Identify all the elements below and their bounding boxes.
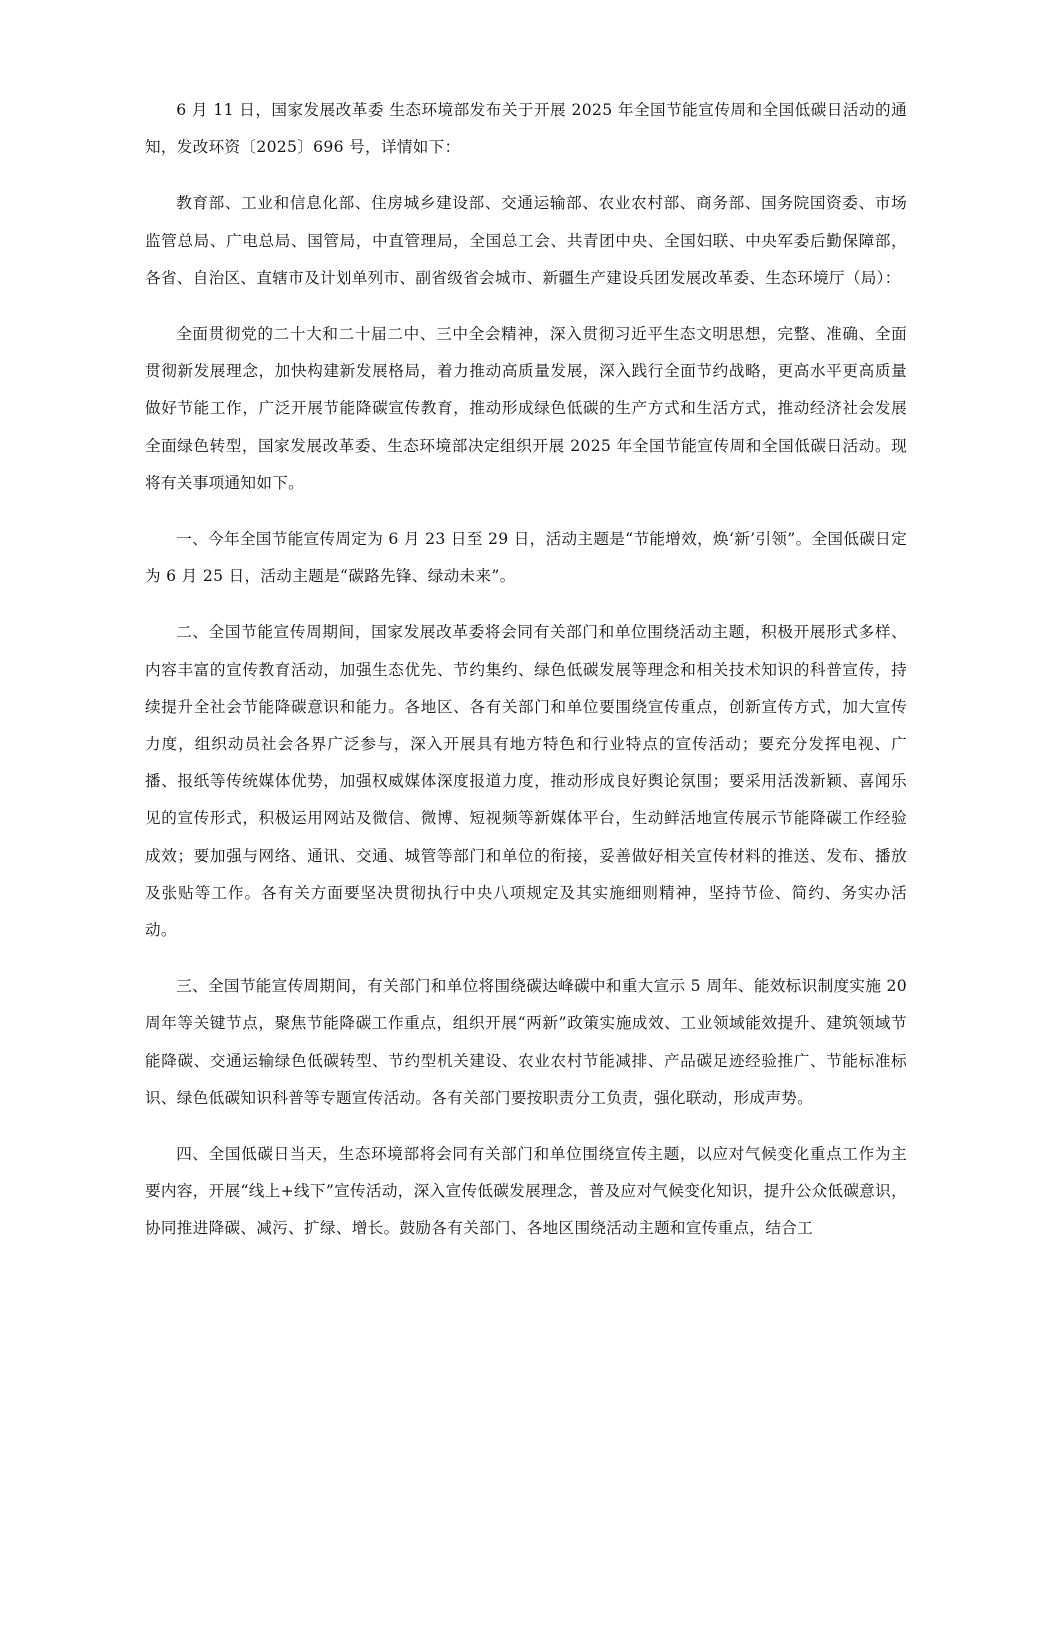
- paragraph-item-4: 四、全国低碳日当天，生态环境部将会同有关部门和单位围绕宣传主题，以应对气候变化重点工作为主要内容，开展“线上+线下”宣传活动，深入宣传低碳发展理念，普及应对气候变化知识，提升公众低碳意识，协同推进降碳、减污、扩绿、增长。鼓励各有关部门、各地区围绕活动主题和宣传重点，结合工: [145, 1145, 907, 1238]
- paragraph-lead: 6 月 11 日，国家发展改革委 生态环境部发布关于开展 2025 年全国节能宣传周和全国低碳日活动的通知，发改环资〔2025〕696 号，详情如下：: [145, 101, 907, 157]
- paragraph-item-2: 二、全国节能宣传周期间，国家发展改革委将会同有关部门和单位围绕活动主题，积极开展形式多样、内容丰富的宣传教育活动，加强生态优先、节约集约、绿色低碳发展等理念和相关技术知识的科普宣传，持续提升全社会节能降碳意识和能力。各地区、各有关部门和单位要围绕宣传重点，创新宣传方式，加大宣传力度，组织动员社会各界广泛参与，深入开展具有地方特色和行业特点的宣传活动；要充分发挥电视、广播、报纸等传统媒体优势，加强权威媒体深度报道力度，推动形成良好舆论氛围；要采用活泼新颖、喜闻乐见的宣传形式，积极运用网站及微信、微博、短视频等新媒体平台，生动鲜活地宣传展示节能降碳工作经验成效；要加强与网络、通讯、交通、城管等部门和单位的衔接，妥善做好相关宣传材料的推送、发布、播放及张贴等工作。各有关方面要坚决贯彻执行中央八项规定及其实施细则精神，坚持节俭、简约、务实办活动。: [145, 623, 907, 940]
- paragraph-item-3: 三、全国节能宣传周期间，有关部门和单位将围绕碳达峰碳中和重大宣示 5 周年、能效标识制度实施 20 周年等关键节点，聚焦节能降碳工作重点，组织开展“两新”政策实施成效、工业领域能效提升、建筑领域节能降碳、交通运输绿色低碳转型、节约型机关建设、农业农村节能减排、产品碳足迹经验推广、节能标准标识、绿色低碳知识科普等专题宣传活动。各有关部门要按职责分工负责，强化联动，形成声势。: [145, 977, 907, 1107]
- paragraph-addressees: 教育部、工业和信息化部、住房城乡建设部、交通运输部、农业农村部、商务部、国务院国资委、市场监管总局、广电总局、国管局，中直管理局，全国总工会、共青团中央、全国妇联、中央军委后勤保障部，各省、自治区、直辖市及计划单列市、副省级省会城市、新疆生产建设兵团发展改革委、生态环境厅（局）：: [145, 194, 907, 287]
- paragraph-item-1: 一、今年全国节能宣传周定为 6 月 23 日至 29 日，活动主题是“节能增效，焕‘新’引领”。全国低碳日定为 6 月 25 日，活动主题是“碳路先锋、绿动未来”。: [145, 530, 907, 586]
- paragraph-preamble: 全面贯彻党的二十大和二十届二中、三中全会精神，深入贯彻习近平生态文明思想，完整、准确、全面贯彻新发展理念，加快构建新发展格局，着力推动高质量发展，深入践行全面节约战略，更高水平更高质量做好节能工作，广泛开展节能降碳宣传教育，推动形成绿色低碳的生产方式和生活方式，推动经济社会发展全面绿色转型，国家发展改革委、生态环境部决定组织开展 2025 年全国节能宣传周和全国低碳日活动。现将有关事项通知如下。: [145, 325, 907, 492]
- document-body: [145, 92, 907, 1248]
